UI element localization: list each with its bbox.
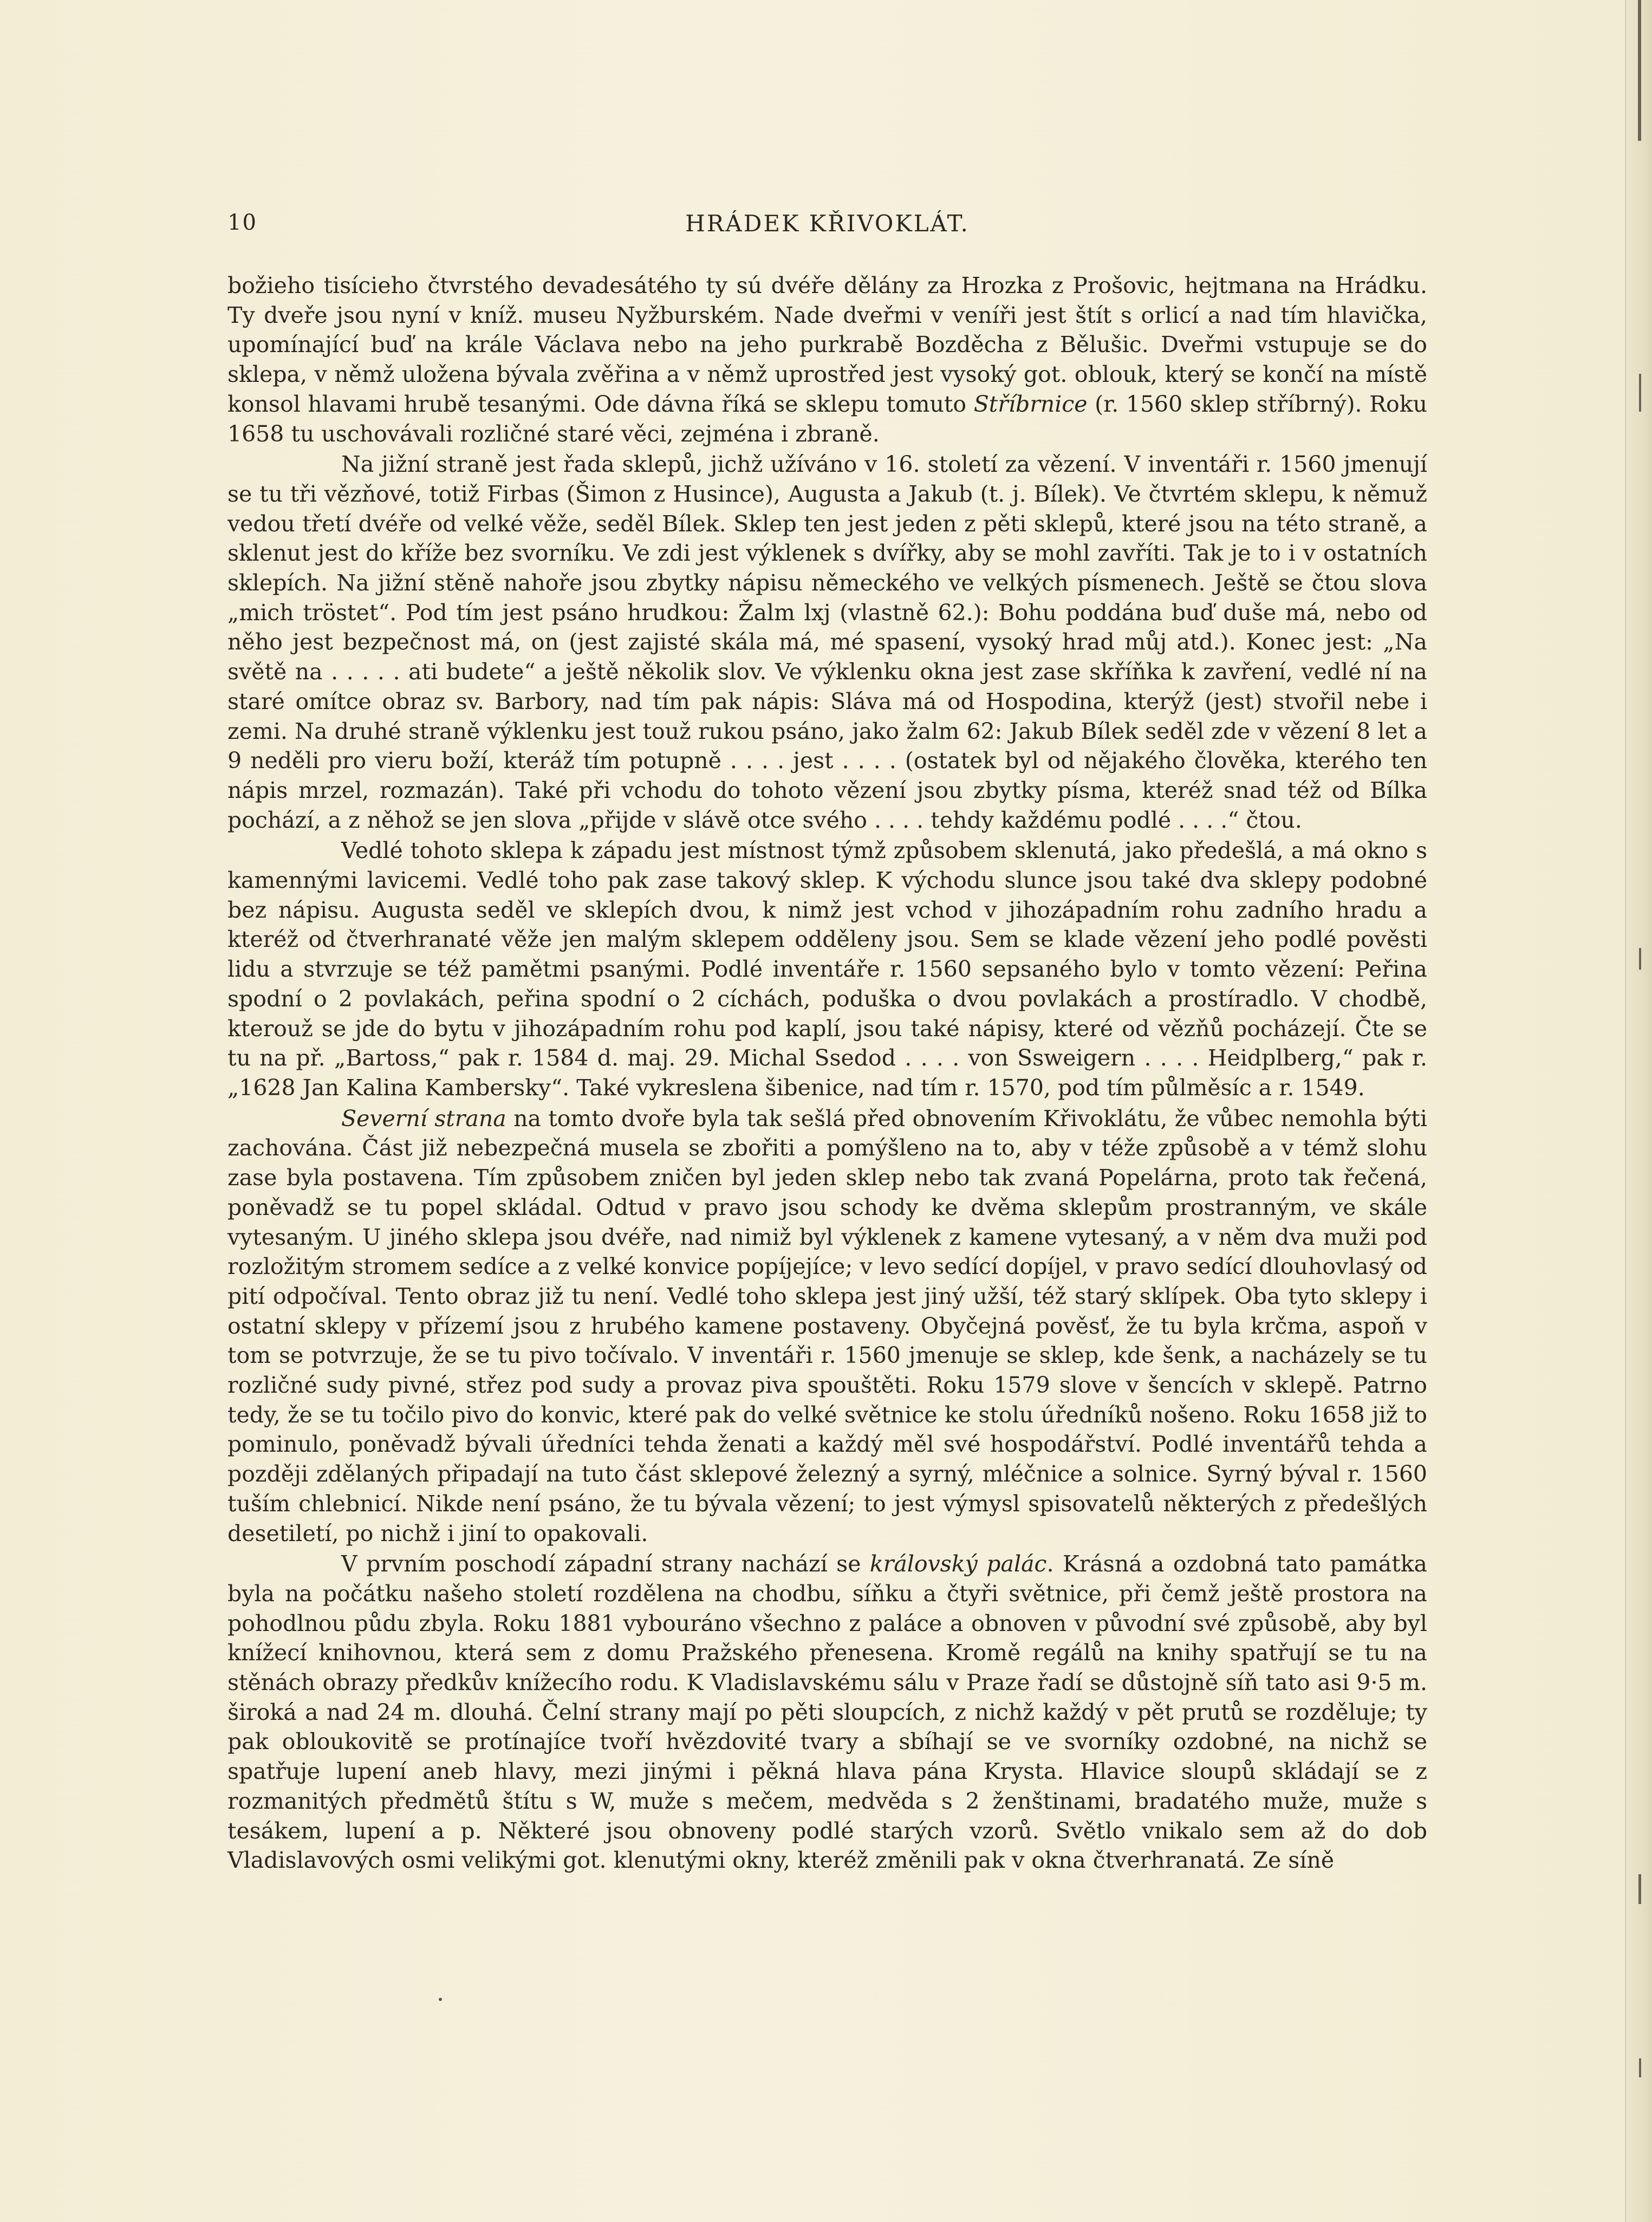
- paragraph: [227, 1549, 1427, 1875]
- edge-mark: [1639, 374, 1641, 412]
- italic-term: Severní strana: [341, 1105, 506, 1132]
- paragraph: [227, 271, 1427, 449]
- edge-mark: [1638, 1874, 1641, 1904]
- paragraph: [227, 836, 1427, 1102]
- page-edge: [1625, 0, 1652, 2222]
- paragraph: [227, 1104, 1427, 1549]
- paragraph: [227, 450, 1427, 835]
- speck: [439, 1998, 442, 2001]
- paragraph-text: božieho tisícieho čtvrstého devadesátého ty sú dvéře dělány za Hrozka z Prošovic, hejtmana na Hrádku. Ty dveře jsou nyní v kníž. museu Nyžburském. Nade dveřmi v veníři jest štít s orlicí a nad tím hlavička, upomínající buď na krále Václava nebo na jeho purkrabě Bozděcha z Bělušic. Dveřmi vstupuje se do sklepa, v němž uložena bývala zvěřina a v němž uprostřed jest vysoký got. oblouk, který se končí na místě konsol hlavami hrubě tesanými. Ode dávna říká se sklepu tomuto: [227, 272, 1427, 417]
- page-number: 10: [227, 210, 257, 235]
- paragraph-text: Na jižní straně jest řada sklepů, jichž užíváno v 16. století za vězení. V inventáři r. 1560 jmenují se tu tři vězňové, totiž Firbas (Šimon z Husince), Augusta a Jakub (t. j. Bílek). Ve čtvrtém sklepu, k němuž vedou třetí dvéře od velké věže, seděl Bílek. Sklep ten jest jeden z pěti sklepů, které jsou na této straně, a sklenut jest do kříže bez svorníku. Ve zdi jest výklenek s dvířky, aby se mohl zavříti. Tak je to i v ostatních sklepích. Na jižní stěně nahoře jsou zbytky nápisu německého ve velkých písmenech. Ještě se čtou slova „mich tröstet“. Pod tím jest psáno hrudkou: Žalm lxj (vlastně 62.): Bohu poddána buď duše má, nebo od něho jest bezpečnost má, on (jest zajisté skála má, mé spasení, vysoký hrad můj atd.). Konec jest: „Na světě na . . . . . ati budete“ a ještě několik slov. Ve výklenku okna jest zase skříňka k zavření, vedlé ní na staré omítce obraz sv. Barbory, nad tím pak nápis: Sláva má od Hospodina, kterýž (jest) stvořil nebe i zemi. Na druhé straně výklenku jest touž rukou psáno, jako žalm 62: Jakub Bílek seděl zde v vězení 8 let a 9 neděli pro vieru boží, kteráž tím potupně . . . . jest . . . . (ostatek byl od nějakého člověka, kterého ten nápis mrzel, rozmazán). Také při vchodu do tohoto vězení jsou zbytky písma, kteréž snad též od Bílka pochází, a z něhož se jen slova „přijde v slávě otce svého . . . . tehdy každému podlé . . . .“ čtou.: [227, 451, 1427, 833]
- running-title: HRÁDEK KŘIVOKLÁT.: [685, 210, 970, 237]
- body-text: [227, 271, 1427, 1875]
- italic-term: královský palác: [869, 1551, 1047, 1577]
- italic-term: Stříbrnice: [973, 391, 1088, 417]
- paragraph-text: Vedlé tohoto sklepa k západu jest místnost týmž způsobem sklenutá, jako předešlá, a má okno s kamennými lavicemi. Vedlé toho pak zase takový sklep. K východu slunce jsou také dva sklepy podobné bez nápisu. Augusta seděl ve sklepích dvou, k nimž jest vchod v jihozápadním rohu zadního hradu a kteréž od čtverhranaté věže jen malým sklepem odděleny jsou. Sem se klade vězení jeho podlé pověsti lidu a stvrzuje se též pamětmi psanými. Podlé inventáře r. 1560 sepsaného bylo v tomto vězení: Peřina spodní o 2 povlakách, peřina spodní o 2 cíchách, poduška o dvou povlakách a prostíradlo. V chodbě, kterouž se jde do bytu v jihozápadním rohu pod kaplí, jsou také nápisy, které od vězňů pocházejí. Čte se tu na př. „Bartoss,“ pak r. 1584 d. maj. 29. Michal Ssedod . . . . von Ssweigern . . . . Heidplberg,“ pak r. „1628 Jan Kalina Kambersky“. Také vykreslena šibenice, nad tím r. 1570, pod tím půlměsíc a r. 1549.: [227, 837, 1427, 1101]
- edge-mark: [1639, 948, 1641, 970]
- paragraph-text: V prvním poschodí západní strany nachází se: [341, 1551, 870, 1577]
- page-header: [227, 210, 1427, 248]
- paragraph-text: . Krásná a ozdobná tato památka byla na počátku našeho století rozdělena na chodbu, síňku a čtyři světnice, při čemž ještě prostora na pohodlnou půdu zbyla. Roku 1881 vybouráno všechno z paláce a obnoven v původní své způsobě, aby byl knížecí knihovnou, která sem z domu Pražského přenesena. Kromě regálů na knihy spatřují se tu na stěnách obrazy předkův knížecího rodu. K Vladislavskému sálu v Praze řadí se důstojně síň tato asi 9·5 m. široká a nad 24 m. dlouhá. Čelní strany mají po pěti sloupcích, z nichž každý v pět prutů se rozděluje; ty pak obloukovitě se protínajíce tvoří hvězdovité tvary a sbíhají se ve svorníky ozdobné, na nichž se spatřuje lupení aneb hlavy, mezi jinými i pěkná hlava pána Krysta. Hlavice sloupů skládají se z rozmanitých předmětů štítu s W, muže s mečem, medvěda s 2 ženštinami, bradatého muže, muže s tesákem, lupení a p. Některé jsou obnoveny podlé starých vzorů. Světlo vnikalo sem až do dob Vladislavových osmi velikými got. klenutými okny, kteréž změnili pak v okna čtverhranatá. Ze síně: [227, 1551, 1427, 1874]
- edge-mark: [1639, 2058, 1641, 2077]
- edge-mark: [1638, 0, 1641, 141]
- paragraph-text: na tomto dvoře byla tak sešlá před obnovením Křivoklátu, že vůbec nemohla býti zachována. Část již nebezpečná musela se zbořiti a pomýšleno na to, aby v téže způsobě a v témž slohu zase byla postavena. Tím způsobem zničen byl jeden sklep nebo tak zvaná Popelárna, proto tak řečená, poněvadž se tu popel skládal. Odtud v pravo jsou schody ke dvěma sklepům prostranným, ve skále vytesaným. U jiného sklepa jsou dvéře, nad nimiž byl výklenek z kamene vytesaný, a v něm dva muži pod rozložitým stromem sedíce a z velké konvice popíjejíce; v levo sedící dopíjel, v pravo sedící dlouhovlasý od pití odpočíval. Tento obraz již tu není. Vedlé toho sklepa jest jiný užší, též starý sklípek. Oba tyto sklepy i ostatní sklepy v přízemí jsou z hrubého kamene postaveny. Obyčejná pověsť, že tu byla krčma, aspoň v tom se potvrzuje, že se tu pivo točívalo. V inventáři r. 1560 jmenuje se sklep, kde šenk, a nacházely se tu rozličné sudy pivné, střez pod sudy a provaz piva spouštěti. Roku 1579 slove v šencích v sklepě. Patrno tedy, že se tu točilo pivo do konvic, které pak do velké světnice ke stolu úředníků nošeno. Roku 1658 již to pominulo, poněvadž bývali úředníci tehda ženati a každý měl své hospodářství. Podlé inventářů tehda a později zdělaných připadají na tuto část sklepové železný a syrný, mléčnice a solnice. Syrný býval r. 1560 tuším chlebnicí. Nikde není psáno, že tu bývala vězení; to jest výmysl spisovatelů některých z předešlých desetiletí, po nichž i jiní to opakovali.: [227, 1105, 1427, 1547]
- paragraph-text: (r. 1560 sklep stříbrný). Roku 1658 tu uschovávali rozličné staré věci, zejména i zbraně.: [227, 391, 1427, 447]
